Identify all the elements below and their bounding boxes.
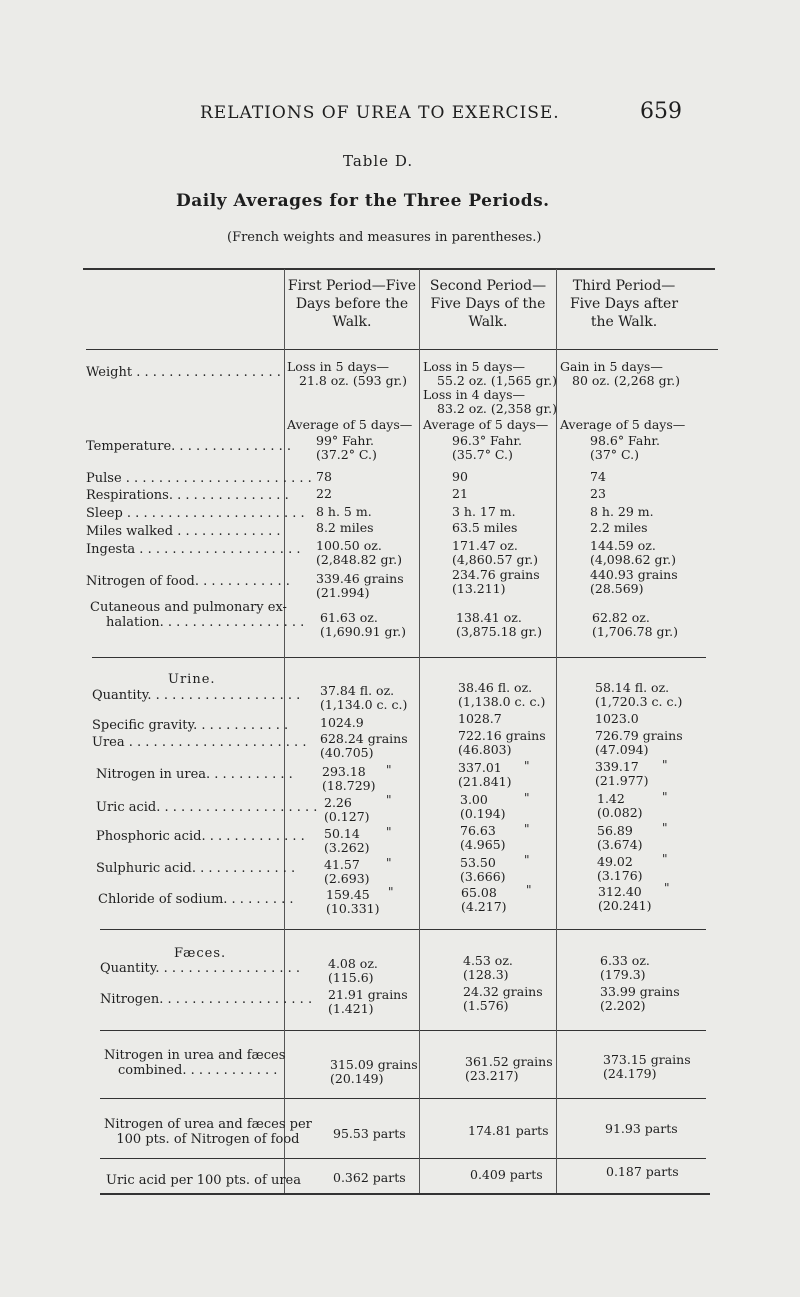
ditto-mark: " xyxy=(388,885,394,899)
cell-value: 339.46 grains (21.994) xyxy=(316,571,404,600)
cell-value: 61.63 oz. (1,690.91 gr.) xyxy=(320,610,406,639)
row-label: Nitrogen. . . . . . . . . . . . . . . . . . . xyxy=(100,992,313,1007)
ditto-mark: " xyxy=(386,856,392,870)
averages-label-second: Average of 5 days— xyxy=(423,417,549,432)
cell-value: 4.08 oz. (115.6) xyxy=(328,956,378,985)
cell-value: 628.24 grains (40.705) xyxy=(320,731,408,760)
row-label: Quantity. . . . . . . . . . . . . . . . . . xyxy=(100,961,301,976)
cell-value: 53.50 (3.666) xyxy=(460,855,506,884)
cell-value: 91.93 parts xyxy=(605,1121,678,1136)
cell-value: 90 xyxy=(452,469,468,484)
row-label: Urea . . . . . . . . . . . . . . . . . . . . . . xyxy=(92,735,307,750)
averages-label-third: Average of 5 days— xyxy=(560,417,686,432)
ditto-mark: " xyxy=(662,758,668,772)
cell-value: 315.09 grains (20.149) xyxy=(330,1057,418,1086)
ditto-mark: " xyxy=(662,790,668,804)
cell-value: 1023.0 xyxy=(595,711,639,726)
ditto-mark: " xyxy=(664,881,670,895)
cell-value: 56.89 (3.674) xyxy=(597,823,643,852)
cell-value: 0.187 parts xyxy=(606,1164,679,1179)
cell-value: 95.53 parts xyxy=(333,1126,406,1141)
cell-value: 100.50 oz. (2,848.82 gr.) xyxy=(316,538,402,567)
row-label: Ingesta . . . . . . . . . . . . . . . . . . . . xyxy=(86,542,301,557)
cell-value: 76.63 (4.965) xyxy=(460,823,506,852)
cell-value: 38.46 fl. oz. (1,138.0 c. c.) xyxy=(458,680,546,709)
cell-value: 22 xyxy=(316,486,332,501)
row-label: Nitrogen of food. . . . . . . . . . . . xyxy=(86,574,290,589)
page-number: 659 xyxy=(640,99,682,124)
cell-value: 1024.9 xyxy=(320,715,364,730)
ditto-mark: " xyxy=(386,793,392,807)
ditto-mark: " xyxy=(524,822,530,836)
cell-value: 234.76 grains (13.211) xyxy=(452,567,540,596)
ditto-mark: " xyxy=(662,821,668,835)
cell-value: 62.82 oz. (1,706.78 gr.) xyxy=(592,610,678,639)
cell-value: 8.2 miles xyxy=(316,520,374,535)
table-bottom-rule xyxy=(100,1193,710,1195)
section-heading-urine: Urine. xyxy=(168,672,216,687)
row-label-uric100: Uric acid per 100 pts. of urea xyxy=(106,1173,301,1188)
cell-value: 50.14 (3.262) xyxy=(324,826,370,855)
row-label: Quantity. . . . . . . . . . . . . . . . . . . xyxy=(92,688,301,703)
cell-value: 138.41 oz. (3,875.18 gr.) xyxy=(456,610,542,639)
cell-value: 2.26 (0.127) xyxy=(324,795,370,824)
table-note: (French weights and measures in parentheses.) xyxy=(227,230,542,245)
cell-value: 49.02 (3.176) xyxy=(597,854,643,883)
cell-value: 0.409 parts xyxy=(470,1167,543,1182)
cell-value: 1.42 (0.082) xyxy=(597,791,643,820)
cell-value: 98.6° Fahr. (37° C.) xyxy=(590,433,660,462)
cell-value: 99° Fahr. (37.2° C.) xyxy=(316,433,377,462)
cell-value: 3 h. 17 m. xyxy=(452,504,516,519)
cell-value: 58.14 fl. oz. (1,720.3 c. c.) xyxy=(595,680,683,709)
averages-label-first: Average of 5 days— xyxy=(287,417,413,432)
row-label: Cutaneous and pulmonary ex- halation. . . . . . . . . . . . . . . . . . xyxy=(90,600,305,630)
table-top-rule xyxy=(83,268,715,270)
column-header-second-period: Second Period—Five Days of the Walk. xyxy=(429,278,547,330)
ditto-mark: " xyxy=(526,883,532,897)
cell-value: 74 xyxy=(590,469,606,484)
cell-value: 174.81 parts xyxy=(468,1123,549,1138)
column-divider xyxy=(419,269,420,1193)
cell-value: 21.91 grains (1.421) xyxy=(328,987,408,1016)
row-label: Chloride of sodium. . . . . . . . . xyxy=(98,892,294,907)
header-rule xyxy=(86,349,718,350)
cell-value: 96.3° Fahr. (35.7° C.) xyxy=(452,433,522,462)
row-label: Sulphuric acid. . . . . . . . . . . . . xyxy=(96,861,296,876)
weight-first: Loss in 5 days— 21.8 oz. (593 gr.) xyxy=(287,359,408,388)
cell-value: 159.45 (10.331) xyxy=(326,887,380,916)
table-title: Daily Averages for the Three Periods. xyxy=(176,191,550,211)
row-label-combined: Nitrogen in urea and fæces combined. . . . . . . . . . . . xyxy=(104,1048,286,1078)
running-title: RELATIONS OF UREA TO EXERCISE. xyxy=(200,103,560,123)
cell-value: 8 h. 5 m. xyxy=(316,504,372,519)
ditto-mark: " xyxy=(386,763,392,777)
cell-value: 63.5 miles xyxy=(452,520,518,535)
cell-value: 4.53 oz. (128.3) xyxy=(463,953,513,982)
cell-value: 65.08 (4.217) xyxy=(461,885,507,914)
cell-value: 23 xyxy=(590,486,606,501)
cell-value: 726.79 grains (47.094) xyxy=(595,728,683,757)
column-header-first-period: First Period—Five Days before the Walk. xyxy=(287,278,417,330)
cell-value: 0.362 parts xyxy=(333,1170,406,1185)
cell-value: 337.01 (21.841) xyxy=(458,760,512,789)
cell-value: 171.47 oz. (4,860.57 gr.) xyxy=(452,538,538,567)
row-label: Specific gravity. . . . . . . . . . . . xyxy=(92,718,289,733)
cell-value: 722.16 grains (46.803) xyxy=(458,728,546,757)
cell-value: 339.17 (21.977) xyxy=(595,759,649,788)
cell-value: 144.59 oz. (4,098.62 gr.) xyxy=(590,538,676,567)
section-rule-combined xyxy=(100,1030,706,1031)
ditto-mark: " xyxy=(524,759,530,773)
cell-value: 1028.7 xyxy=(458,711,502,726)
table-label: Table D. xyxy=(343,152,414,170)
section-rule-faeces xyxy=(100,929,706,930)
cell-value: 37.84 fl. oz. (1,134.0 c. c.) xyxy=(320,683,408,712)
cell-value: 41.57 (2.693) xyxy=(324,857,370,886)
cell-value: 8 h. 29 m. xyxy=(590,504,654,519)
ditto-mark: " xyxy=(386,825,392,839)
ditto-mark: " xyxy=(662,852,668,866)
cell-value: 21 xyxy=(452,486,468,501)
row-label: Nitrogen in urea. . . . . . . . . . . xyxy=(96,767,293,782)
cell-value: 78 xyxy=(316,469,332,484)
cell-value: 2.2 miles xyxy=(590,520,648,535)
row-label: Miles walked . . . . . . . . . . . . . xyxy=(86,524,281,539)
row-label: Phosphoric acid. . . . . . . . . . . . . xyxy=(96,829,305,844)
cell-value: 24.32 grains (1.576) xyxy=(463,984,543,1013)
weight-third: Gain in 5 days— 80 oz. (2,268 gr.) xyxy=(560,359,681,388)
section-rule-per100 xyxy=(100,1098,706,1099)
cell-value: 293.18 (18.729) xyxy=(322,764,376,793)
ditto-mark: " xyxy=(524,853,530,867)
row-label: Temperature. . . . . . . . . . . . . . . xyxy=(86,439,292,454)
row-label: Uric acid. . . . . . . . . . . . . . . . . . . . xyxy=(96,800,318,815)
weight-second: Loss in 5 days— 55.2 oz. (1,565 gr.) Loss in 4 days— 83.2 oz. (2,358 gr.) xyxy=(423,359,557,416)
cell-value: 312.40 (20.241) xyxy=(598,884,652,913)
section-heading-faeces: Fæces. xyxy=(174,946,227,961)
row-label-per100: Nitrogen of urea and fæces per 100 pts. of Nitrogen of food xyxy=(104,1117,312,1147)
column-header-third-period: Third Period—Five Days after the Walk. xyxy=(569,278,679,330)
row-label-weight: Weight . . . . . . . . . . . . . . . . . . xyxy=(86,365,281,380)
row-label: Sleep . . . . . . . . . . . . . . . . . . . . . . xyxy=(86,506,305,521)
cell-value: 361.52 grains (23.217) xyxy=(465,1054,553,1083)
ditto-mark: " xyxy=(524,791,530,805)
cell-value: 6.33 oz. (179.3) xyxy=(600,953,650,982)
section-rule-uric xyxy=(100,1158,706,1159)
cell-value: 33.99 grains (2.202) xyxy=(600,984,680,1013)
cell-value: 373.15 grains (24.179) xyxy=(603,1052,691,1081)
cell-value: 440.93 grains (28.569) xyxy=(590,567,678,596)
row-label: Pulse . . . . . . . . . . . . . . . . . . . . . . . xyxy=(86,471,312,486)
row-label: Respirations. . . . . . . . . . . . . . . xyxy=(86,488,289,503)
cell-value: 3.00 (0.194) xyxy=(460,792,506,821)
section-rule-urine xyxy=(92,657,706,658)
